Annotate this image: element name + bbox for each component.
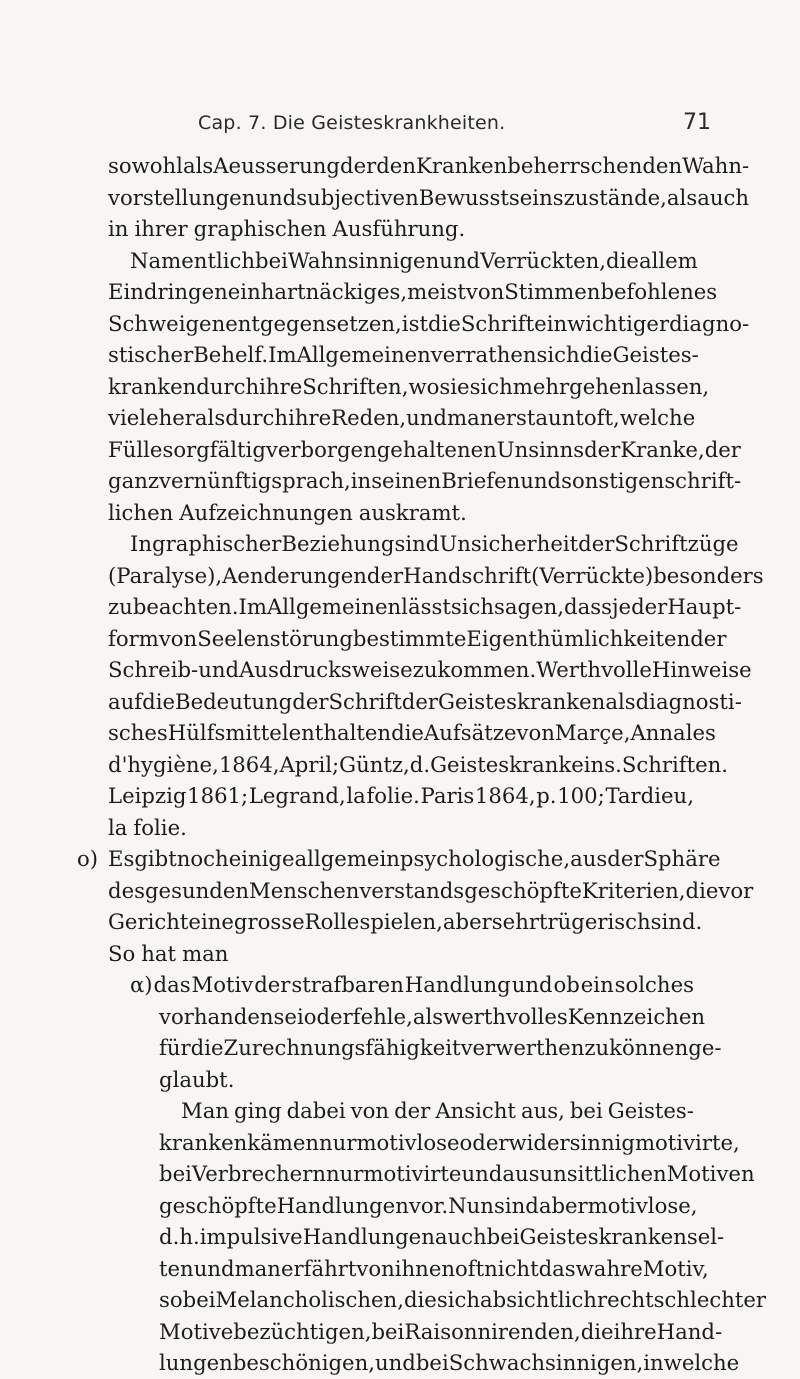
text-line: so bei Melancholischen, die sich absichtlich recht schlechter [159,1287,767,1312]
text-line: viel eher als durch ihre Reden, und man erstaunt oft, welche [108,405,696,430]
text-line: auf die Bedeutung der Schrift der Geisteskranken als diagnosti- [108,688,742,714]
text-line: in ihrer graphischen Ausführung. [108,216,466,241]
text-line: kranken durch ihre Schriften, wo sie sich mehr gehen lassen, [108,373,710,399]
text-line: In graphischer Beziehung sind Unsicherheit der Schriftzüge [130,531,739,556]
text-line: stischer Behelf. Im Allgemeinen verrathen sich die Geistes- [108,342,699,367]
text-line: glaubt. [159,1066,235,1092]
text-line: (Paralyse), Aenderungen der Handschrift (Verrückte) besonders [108,562,764,588]
list-marker: o) [77,846,99,871]
text-line: sches Hülfsmittel enthalten die Aufsätze von Marçe, Annales [108,720,716,745]
text-line: bei Verbrechern nur motivirte und aus unsittlichen Motiven [159,1161,755,1186]
text-line: form von Seelenstörung bestimmte Eigenthümlichkeiten der [108,625,727,651]
text-line: Namentlich bei Wahnsinnigen und Verrückten, die allem [130,247,698,273]
text-line: Fülle sorgfältig verborgen gehaltenen Unsinns der Kranke, der [108,436,741,462]
body-text [77,150,767,1379]
page-number: 71 [683,110,711,135]
text-line: Schreib- und Ausdrucksweise zukommen. Werthvolle Hinweise [108,657,752,682]
text-line: sowohl als Aeusserung der den Kranken beherrschenden Wahn- [108,153,750,178]
text-line: kranken kämen nur motivlose oder widersinnig motivirte, [159,1129,740,1155]
text-line: o) Es gibt noch einige allgemein psychologische, aus der Sphäre [108,843,694,875]
running-header: Cap. 7. Die Geisteskrankheiten. [198,112,506,134]
text-line: vorstellungen und subjectiven Bewusstseinszustände, als auch [108,184,749,210]
text-line: la folie. [108,814,187,840]
text-line: d. h. impulsive Handlungen auch bei Geisteskranken sel- [159,1224,725,1249]
text-line: Leipzig 1861; Legrand, la folie. Paris 1864, p. 100; Tardieu, [108,783,694,808]
text-line: Man ging dabei von der Ansicht aus, bei Geistes- [181,1098,694,1123]
text-line: ten und man erfährt von ihnen oft nicht das wahre Motiv, [159,1255,709,1281]
text-line: Schweigen entgegensetzen, ist die Schrift ein wichtiger diagno- [108,310,750,336]
text-line: lungen beschönigen, und bei Schwachsinnigen, in welche [159,1350,740,1375]
text-line: d'hygiène, 1864, April; Güntz, d. Geisteskranke in s. Schriften. [108,751,729,777]
text-line: α) das Motiv der strafbaren Handlung und ob ein solches [130,972,694,997]
text-line: des gesunden Menschenverstands geschöpfte Kriterien, die vor [108,877,754,903]
text-line: geschöpfte Handlungen vor. Nun sind aber motivlose, [159,1192,698,1218]
text-line: Motive bezüchtigen, bei Raisonnirenden, die ihre Hand- [159,1318,723,1344]
text-line: Eindringen ein hartnäckiges, meist von Stimmen befohlenes [108,279,718,304]
text-line: So hat man [108,940,229,966]
text-line: für die Zurechnungsfähigkeit verwerthen zu können ge- [159,1035,722,1060]
text-line: lichen Aufzeichnungen auskramt. [108,499,467,525]
text-line: vorhanden sei oder fehle, als werthvolles Kennzeichen [159,1003,706,1029]
text-line: zu beachten. Im Allgemeinen lässt sich sagen, dass jeder Haupt- [108,594,742,619]
text-line: Gericht eine grosse Rolle spielen, aber sehr trügerisch sind. [108,909,703,934]
text-line: ganz vernünftig sprach, in seinen Briefen und sonstigen schrift- [108,468,742,493]
